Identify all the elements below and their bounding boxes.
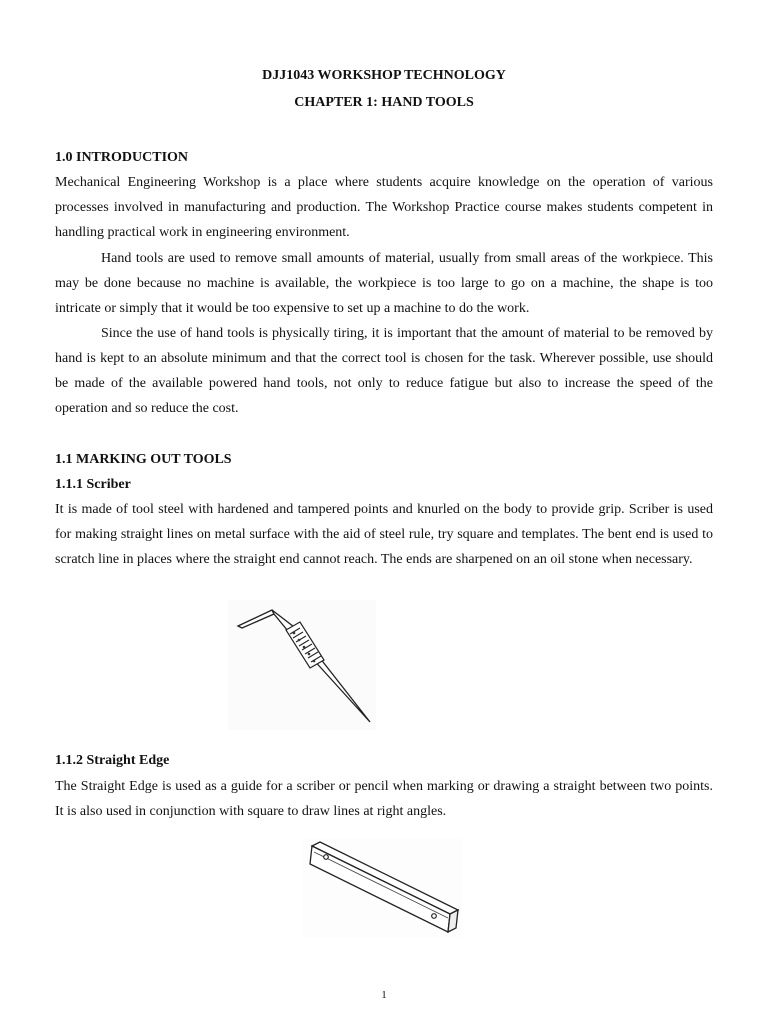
- intro-paragraph-1: Mechanical Engineering Workshop is a place where students acquire knowledge on the operation of various processes involved in manufacturing and production. The Workshop Practice course makes students competent in handling practical work in engineering environment.: [55, 175, 713, 241]
- scriber-illustration: [228, 600, 376, 730]
- scriber-paragraph: It is made of tool steel with hardened and tampered points and knurled on the body to provide grip. Scriber is used for making straight lines on metal surface with the aid of steel rule, try square and templates. The bent end is used to scratch line in places where the straight end cannot reach. The ends are sharpened on an oil stone when necessary.: [55, 502, 713, 568]
- section-heading-marking-out-tools: 1.1 MARKING OUT TOOLS: [55, 452, 232, 467]
- course-title: DJJ1043 WORKSHOP TECHNOLOGY: [262, 68, 506, 83]
- subsection-heading-scriber: 1.1.1 Scriber: [55, 477, 131, 492]
- chapter-title: CHAPTER 1: HAND TOOLS: [294, 95, 474, 110]
- intro-paragraph-2: Hand tools are used to remove small amounts of material, usually from small areas of the workpiece. This may be done because no machine is available, the workpiece is too large to go on a machine, the shape is too intricate or simply that it would be too expensive to set up a machine to do the work.: [55, 251, 713, 317]
- page-number: 1: [381, 989, 387, 1001]
- section-heading-introduction: 1.0 INTRODUCTION: [55, 150, 189, 165]
- intro-paragraph-3: Since the use of hand tools is physically tiring, it is important that the amount of material to be removed by hand is kept to an absolute minimum and that the correct tool is chosen for the task. Wherever possible, use should be made of the available powered hand tools, not only to reduce fatigue but also to increase the speed of the operation and so reduce the cost.: [55, 326, 713, 417]
- straight-edge-paragraph: The Straight Edge is used as a guide for a scriber or pencil when marking or drawing a straight between two points. It is also used in conjunction with square to draw lines at right angles.: [55, 779, 713, 820]
- straight-edge-illustration: [302, 838, 462, 938]
- subsection-heading-straight-edge: 1.1.2 Straight Edge: [55, 753, 170, 768]
